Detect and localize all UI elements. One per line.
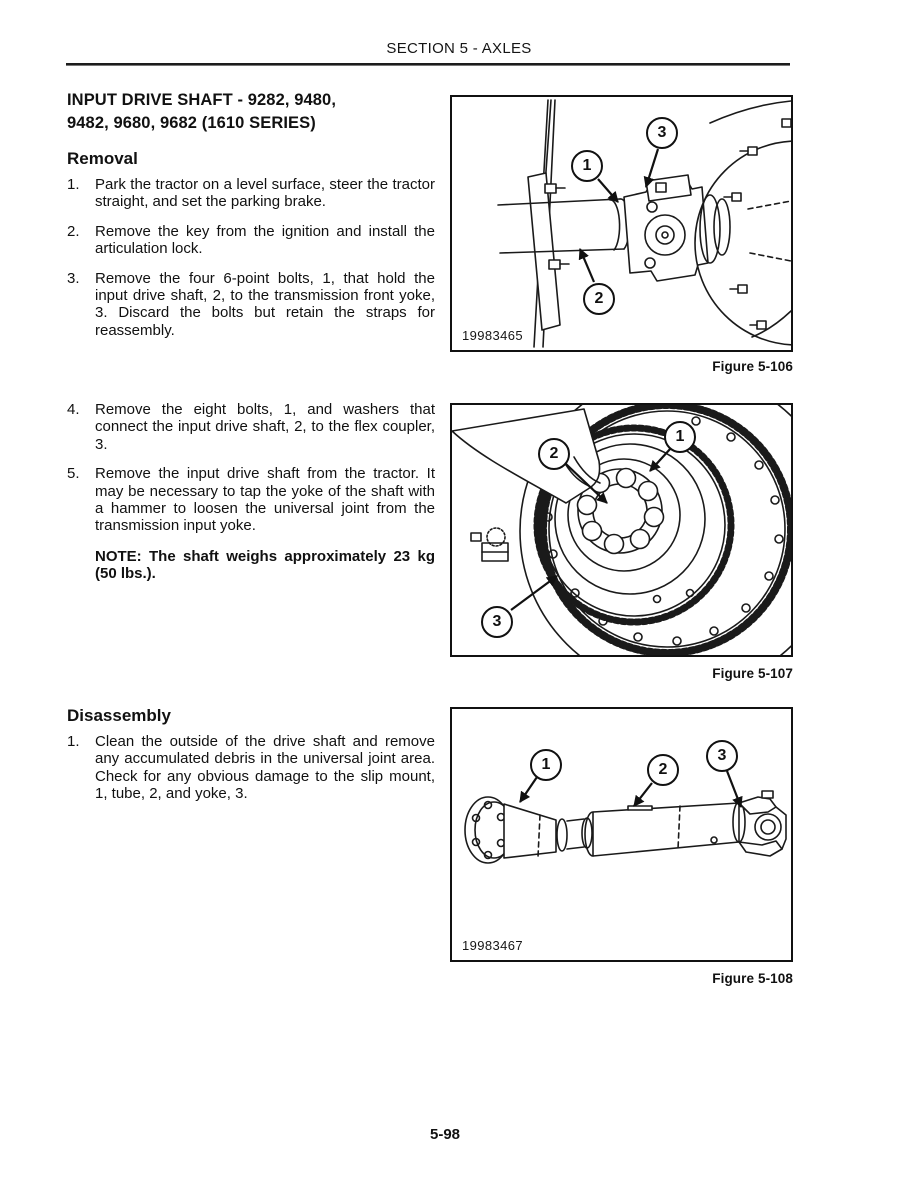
step-text: Park the tractor on a level surface, steer the tractor straight, and set the parking brake.: [95, 176, 435, 211]
photo-id: 19983467: [462, 938, 524, 953]
ujoint-transmission-drawing: [452, 97, 791, 350]
figure-caption: Figure 5-107: [712, 666, 793, 681]
page-title-line2: 9482, 9680, 9682 (1610 SERIES): [67, 114, 316, 132]
figure-caption: Figure 5-108: [712, 971, 793, 986]
disassembly-steps: [67, 733, 435, 803]
step-number: 3.: [67, 269, 80, 287]
step-text: Remove the four 6-point bolts, 1, that hold the input drive shaft, 2, to the transmission front yoke, 3. Discard the bolts but retain the straps for reassembly.: [95, 269, 435, 339]
step-number: 1.: [67, 176, 80, 193]
step-number: 5.: [67, 465, 80, 483]
figure-callout: 2: [583, 283, 615, 315]
step-number: 2.: [67, 222, 80, 240]
page-title-line1: INPUT DRIVE SHAFT - 9282, 9480,: [67, 91, 337, 109]
figure-callout: 3: [706, 740, 738, 772]
list-item: [67, 223, 435, 258]
drive-shaft-drawing: [452, 709, 791, 960]
list-item: [67, 176, 435, 211]
figure-callout: 2: [538, 438, 570, 470]
figure-callout: 3: [481, 606, 513, 638]
figure-caption: Figure 5-106: [712, 359, 793, 374]
heading-disassembly: Disassembly: [67, 706, 171, 725]
photo-id: 19983465: [462, 328, 524, 343]
figure-5-107: [450, 403, 793, 657]
header-rule: [66, 63, 790, 66]
page-number: 5-98: [429, 1126, 461, 1143]
figure-5-106: [450, 95, 793, 352]
step-text: Clean the outside of the drive shaft and remove any accumulated debris in the universal joint area. Check for any obvious damage to the slip mount, 1, tube, 2, and yoke, 3.: [95, 733, 435, 803]
step-text: Remove the eight bolts, 1, and washers that connect the input drive shaft, 2, to the flex coupler, 3.: [95, 401, 435, 453]
figure-callout: 2: [647, 754, 679, 786]
step-text: Remove the input drive shaft from the tractor. It may be necessary to tap the yoke of the shaft with a hammer to loosen the universal joint from the transmission input yoke.: [95, 465, 435, 535]
list-item: [67, 401, 435, 453]
figure-callout: 1: [571, 150, 603, 182]
page-title: [67, 89, 445, 135]
figure-5-108: [450, 707, 793, 962]
step-text: Remove the key from the ignition and install the articulation lock.: [95, 222, 435, 258]
list-item: [67, 270, 435, 340]
removal-steps-4-5: [67, 401, 435, 583]
page-header: SECTION 5 - AXLES: [386, 40, 532, 57]
note-text: NOTE: The shaft weighs approximately 23 kg (50 lbs.).: [95, 547, 435, 583]
heading-removal: Removal: [67, 149, 138, 168]
figure-callout: 3: [646, 117, 678, 149]
step-number: 4.: [67, 401, 80, 418]
figure-callout: 1: [530, 749, 562, 781]
list-item: [67, 465, 435, 535]
step-number: 1.: [67, 733, 80, 750]
removal-steps-1-3: [67, 176, 435, 339]
figure-callout: 1: [664, 421, 696, 453]
list-item: [67, 733, 435, 803]
